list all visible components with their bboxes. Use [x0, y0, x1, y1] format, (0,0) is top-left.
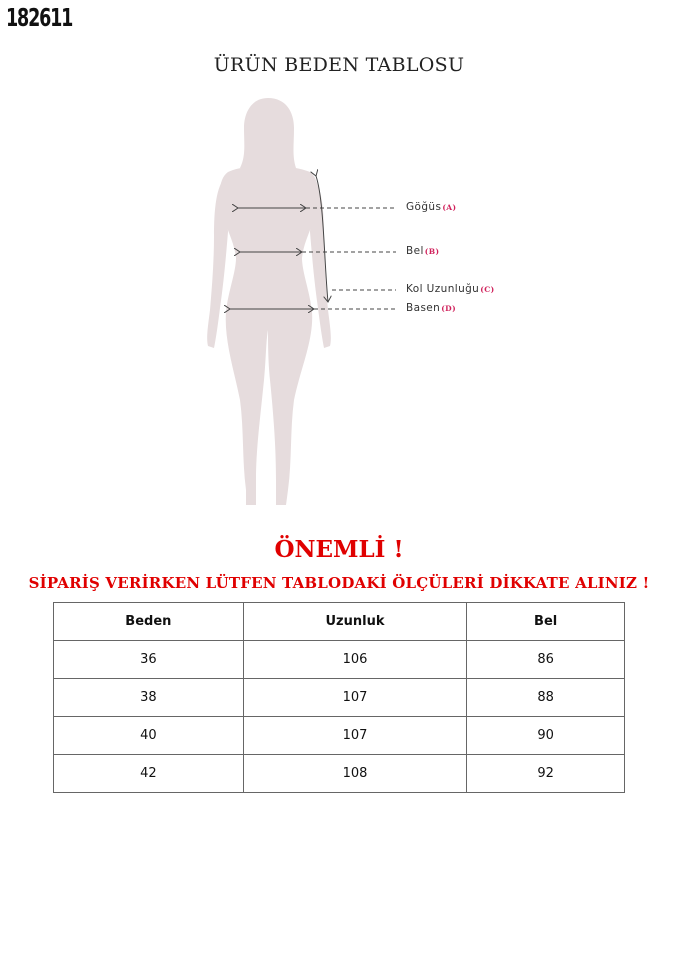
size-table: [53, 602, 625, 793]
measure-label-chest: Göğüs(A): [406, 201, 457, 213]
measure-label-waist: Bel(B): [406, 245, 440, 257]
table-cell: 38: [54, 679, 244, 717]
warning-text: SİPARİŞ VERİRKEN LÜTFEN TABLODAKİ ÖLÇÜLERİ DİKKATE ALINIZ !: [28, 574, 650, 592]
column-header-size: Beden: [54, 603, 244, 641]
table-row: [54, 679, 625, 717]
page-title: ÜRÜN BEDEN TABLOSU: [213, 54, 465, 76]
table-row: [54, 717, 625, 755]
table-cell: 42: [54, 755, 244, 793]
measure-label-hip: Basen(D): [406, 302, 457, 314]
woman-silhouette: [207, 98, 331, 505]
important-heading: ÖNEMLİ !: [274, 536, 404, 563]
table-row: [54, 755, 625, 793]
table-cell: 36: [54, 641, 244, 679]
table-cell: 88: [467, 679, 625, 717]
table-cell: 107: [243, 717, 467, 755]
table-cell: 106: [243, 641, 467, 679]
measure-label-sleeve: Kol Uzunluğu(C): [406, 283, 495, 295]
table-cell: 107: [243, 679, 467, 717]
table-cell: 90: [467, 717, 625, 755]
product-code: 182611: [6, 3, 73, 32]
table-cell: 108: [243, 755, 467, 793]
table-cell: 40: [54, 717, 244, 755]
table-cell: 92: [467, 755, 625, 793]
column-header-waist: Bel: [467, 603, 625, 641]
table-cell: 86: [467, 641, 625, 679]
table-header-row: [54, 603, 625, 641]
table-row: [54, 641, 625, 679]
column-header-length: Uzunluk: [243, 603, 467, 641]
